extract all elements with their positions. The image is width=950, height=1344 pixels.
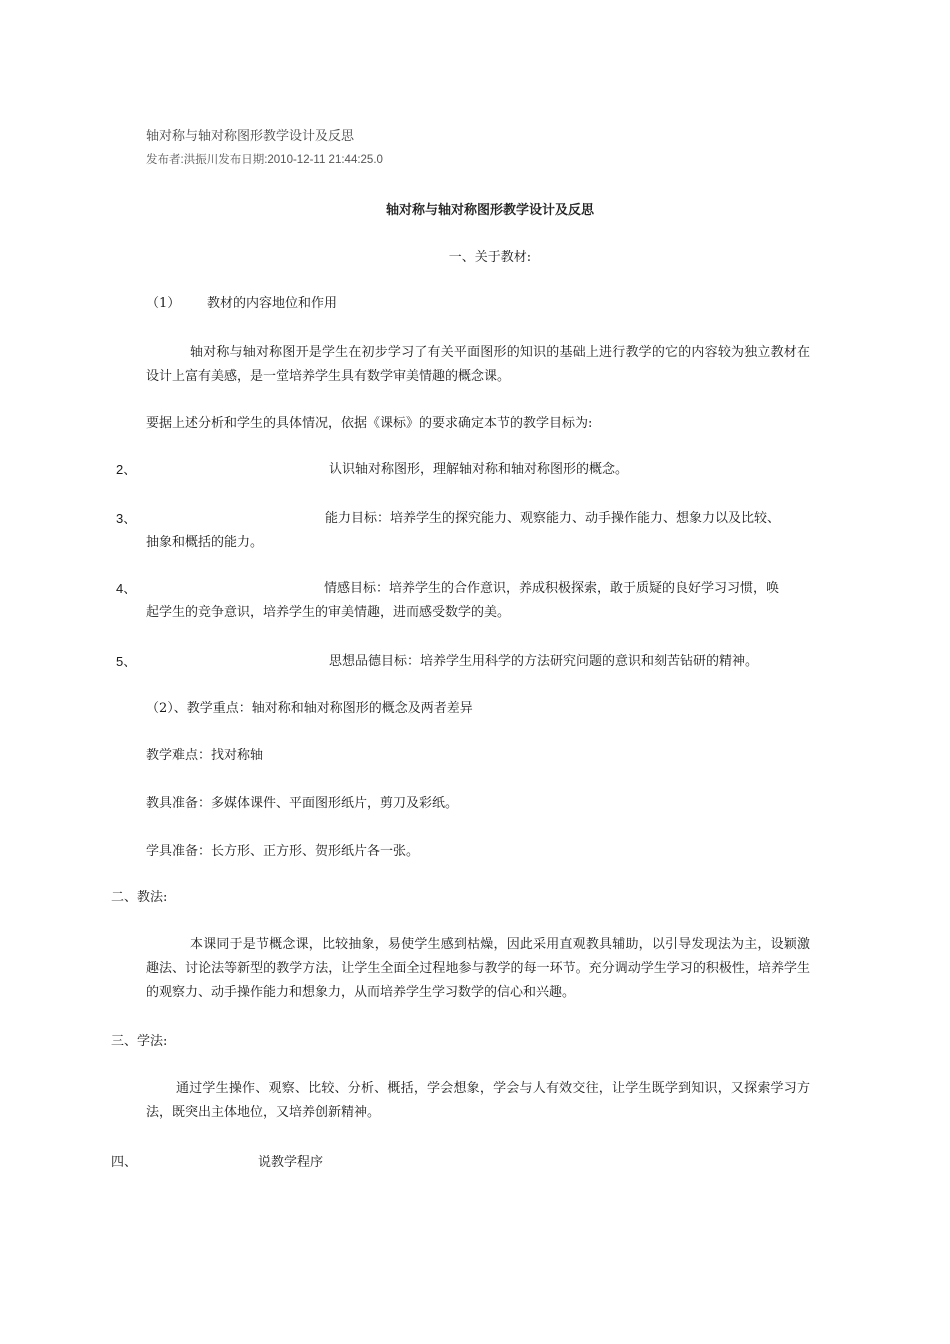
- goal-number: 4、: [116, 581, 137, 596]
- document-heading: 轴对称与轴对称图形教学设计及反思: [385, 203, 594, 218]
- paragraph-textbook-role: 轴对称与轴对称图开是学生在初步学习了有关平面图形的知识的基础上进行教学的它的内容较为独立教材在设计上富有美感，是一堂培养学生具有数学审美情趣的概念课。: [146, 345, 810, 384]
- subsection-1-title: 教材的内容地位和作用: [207, 296, 338, 311]
- goal-text: 思想品德目标：培养学生用科学的方法研究问题的意识和刻苦钻研的精神。: [329, 654, 759, 669]
- goal-text: 认识轴对称图形，理解轴对称和轴对称图形的概念。: [329, 462, 629, 477]
- goal-number: 2、: [116, 462, 137, 477]
- subsection-1-label: （1）: [146, 296, 181, 311]
- section-4-title: 说教学程序: [258, 1155, 324, 1170]
- paragraph-learning-method: 通过学生操作、观察、比较、分析、概括，学会想象，学会与人有效交往，让学生既学到知识，又探索学习方法，既突出主体地位，又培养创新精神。: [146, 1081, 810, 1120]
- paragraph-goals-intro: 要据上述分析和学生的具体情况，依据《课标》的要求确定本节的教学目标为:: [146, 416, 593, 431]
- goal-text-continued: 抽象和概括的能力。: [146, 535, 264, 550]
- post-meta: 发布者:洪振川发布日期:2010-12-11 21:44:25.0: [146, 154, 383, 166]
- post-title: 轴对称与轴对称图形教学设计及反思: [146, 129, 355, 144]
- section-3-title: 三、学法:: [111, 1034, 168, 1049]
- goal-number: 5、: [116, 654, 137, 669]
- section-1-title: 一、关于教材:: [448, 250, 532, 265]
- goal-text: 能力目标：培养学生的探究能力、观察能力、动手操作能力、想象力以及比较、: [325, 511, 781, 526]
- section-4-number: 四、: [111, 1155, 138, 1170]
- section-2-title: 二、教法:: [111, 890, 168, 905]
- paragraph-teaching-method: 本课同于是节概念课，比较抽象，易使学生感到枯燥，因此采用直观教具辅助，以引导发现法为主，设颖激趣法、讨论法等新型的教学方法，让学生全面全过程地参与教学的每一环节。充分调动学生学习的积极性，培养学生的观察力、动手操作能力和想象力，从而培养学生学习数学的信心和兴趣。: [146, 937, 810, 1000]
- goal-text-continued: 起学生的竞争意识，培养学生的审美情趣，进而感受数学的美。: [146, 605, 511, 620]
- goal-text: 情感目标：培养学生的合作意识，养成积极探索，敢于质疑的良好学习习惯，唤: [324, 581, 780, 596]
- teacher-tools: 教具准备：多媒体课件、平面图形纸片，剪刀及彩纸。: [146, 796, 459, 811]
- difficulty-point: 教学难点：找对称轴: [146, 748, 264, 763]
- key-point: （2）、教学重点：轴对称和轴对称图形的概念及两者差异: [146, 701, 473, 716]
- student-tools: 学具准备：长方形、正方形、贺形纸片各一张。: [146, 844, 420, 859]
- goal-number: 3、: [116, 511, 137, 526]
